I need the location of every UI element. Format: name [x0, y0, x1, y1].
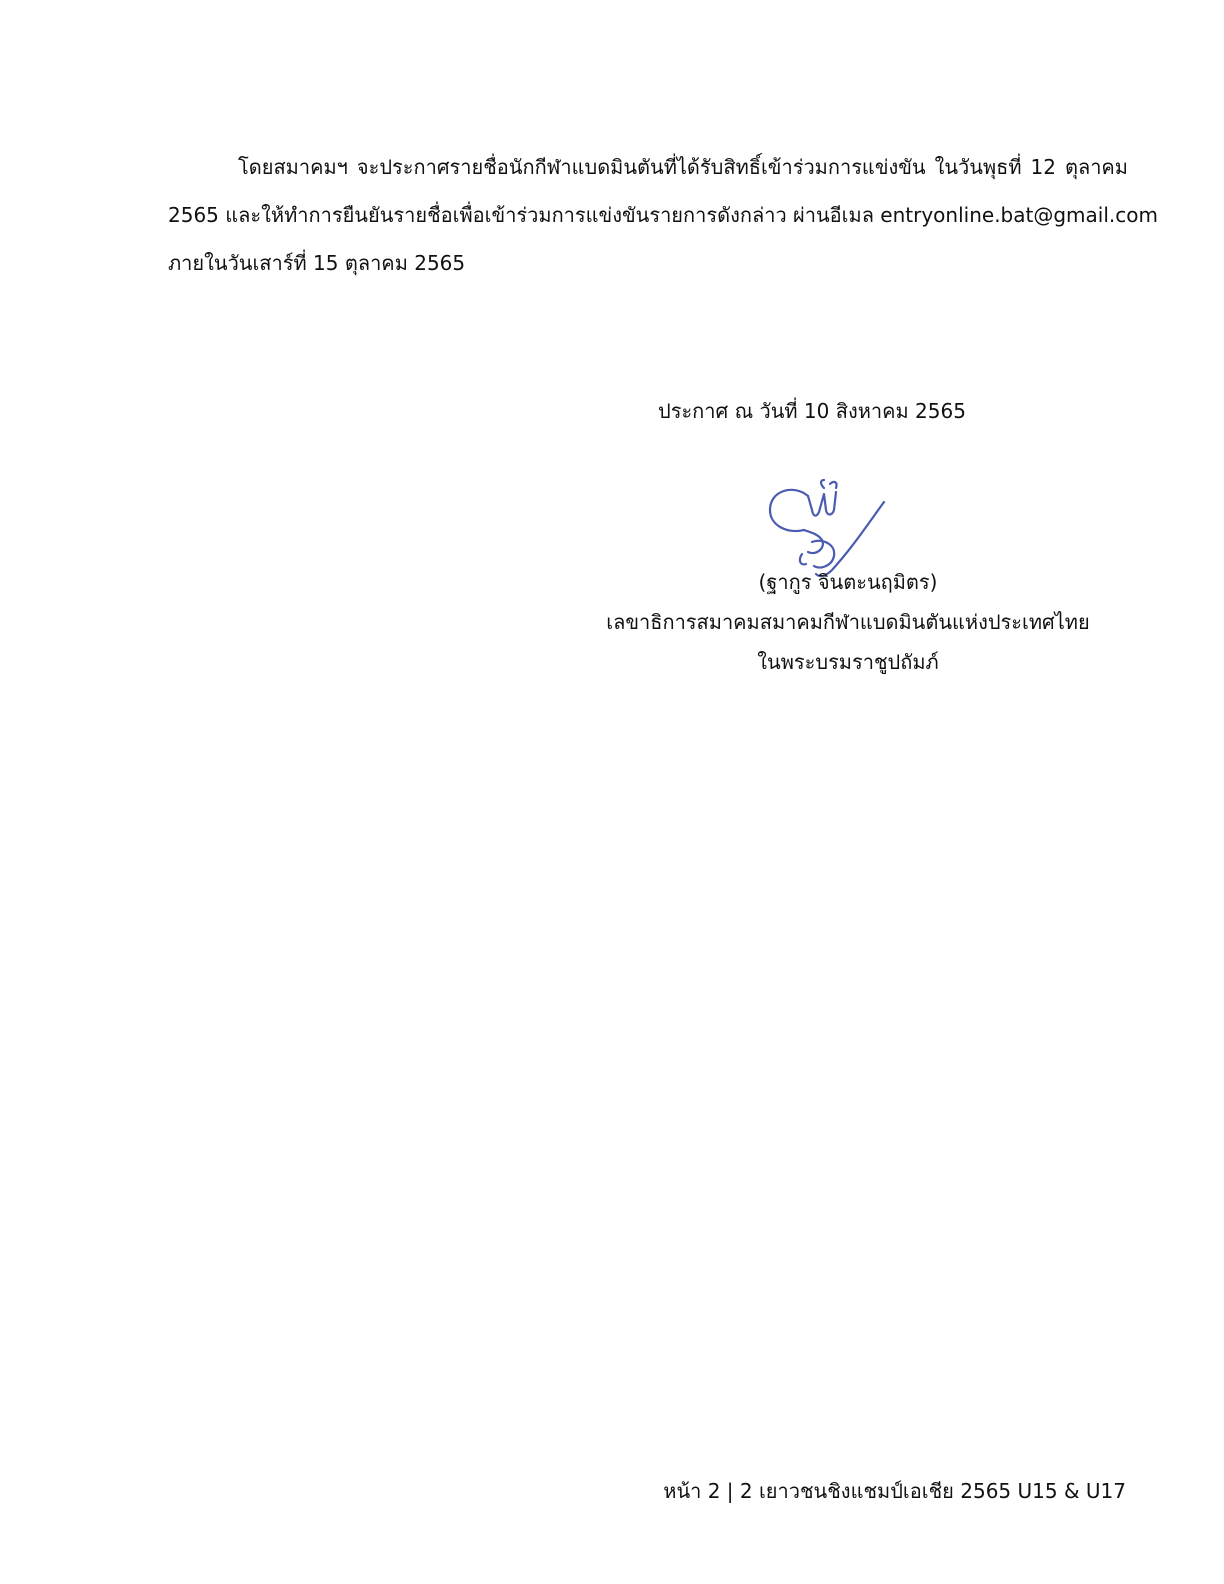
announcement-line-1: โดยสมาคมฯ จะประกาศรายชื่อนักกีฬาแบดมินตันที่ได้รับสิทธิ์เข้าร่วมการแข่งขัน ในวันพุธที่ 12 ตุลาคม [238, 155, 1128, 179]
signer-title-line-2: ในพระบรมราชูปถัมภ์ [757, 650, 939, 674]
page-footer: หน้า 2 | 2 เยาวชนชิงแชมป์เอเชีย 2565 U15 & U17 [663, 1479, 1126, 1503]
signer-name: (ฐากูร จินตะนฤมิตร) [758, 570, 938, 594]
announcement-paragraph [168, 143, 1158, 287]
announcement-date: ประกาศ ณ วันที่ 10 สิงหาคม 2565 [658, 399, 966, 423]
announcement-line-3: ภายในวันเสาร์ที่ 15 ตุลาคม 2565 [168, 251, 466, 275]
signer-title: เลขาธิการสมาคมสมาคมกีฬาแบดมินตันแห่งประเทศไทย [606, 610, 1090, 634]
signer-block [598, 562, 1098, 682]
announcement-line-2: 2565 และให้ทำการยืนยันรายชื่อเพื่อเข้าร่วมการแข่งขันรายการดังกล่าว ผ่านอีเมล entryonline.bat@gmail.com [168, 203, 1158, 227]
